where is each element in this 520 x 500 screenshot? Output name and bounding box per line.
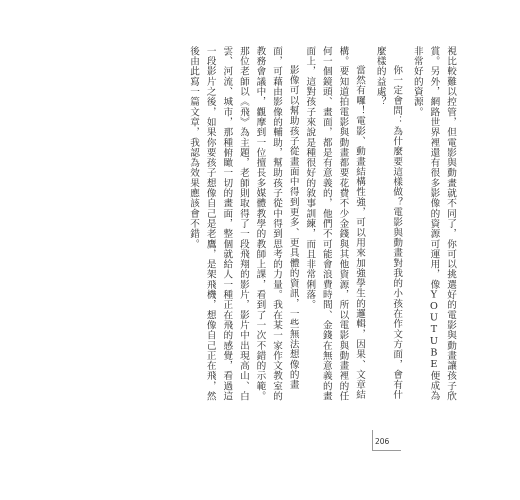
page-number: 206 <box>375 437 390 446</box>
question-paragraph: 你一定會問：為什麼要這樣做？電影與動畫對我的小孩在作文方面，會有什麼樣的益處？ <box>374 46 403 401</box>
paragraph-2: 當然有囉！電影、動畫結構性強，可以用來加強學生的邏輯，因果、文章結構。要知道拍電影與動畫都要花費不少金錢與其他資源，所以電影與動畫裡的任何一個鏡頭、畫面，都是有意義的，他們不可能會浪費時間、金錢在無意義的畫面上，這對孩子來說是種很好的敘事訓練，而且非常俐落。 <box>304 46 366 402</box>
vertical-text-body <box>128 46 458 406</box>
paragraph-1: 視比較難以控管，但電影與動畫就不同了，你可以挑選好的電影與動畫讓孩子欣賞。另外，網路世界裡還有很多影像的資源可運用，像YOUTUBE便成為非常好的資源。 <box>411 46 456 402</box>
paragraph-3: 影像可以幫助孩子從畫面中得到更多、更具體的資訊，一些無法想像的畫面，可藉由影像的輔助，幫助孩子從中得到思考的力量。我在某一家作文教室的教務會議中，觀摩到一位擅長多媒體教學的教師上課，看到了一次不錯的示範。那位老師以《飛》為主題，老師則取得了一段飛翔的影片，影片中出現高山、白雲、河流、城市，那種俯瞰一切的畫面，整個就給人一種正在飛的感覺，看過這一段影片之後，如果你要孩子想像自己是老鷹，是架飛機，想像自己正在飛，然後由此寫一篇文章，我認為效果應該會不錯。 <box>188 46 299 402</box>
